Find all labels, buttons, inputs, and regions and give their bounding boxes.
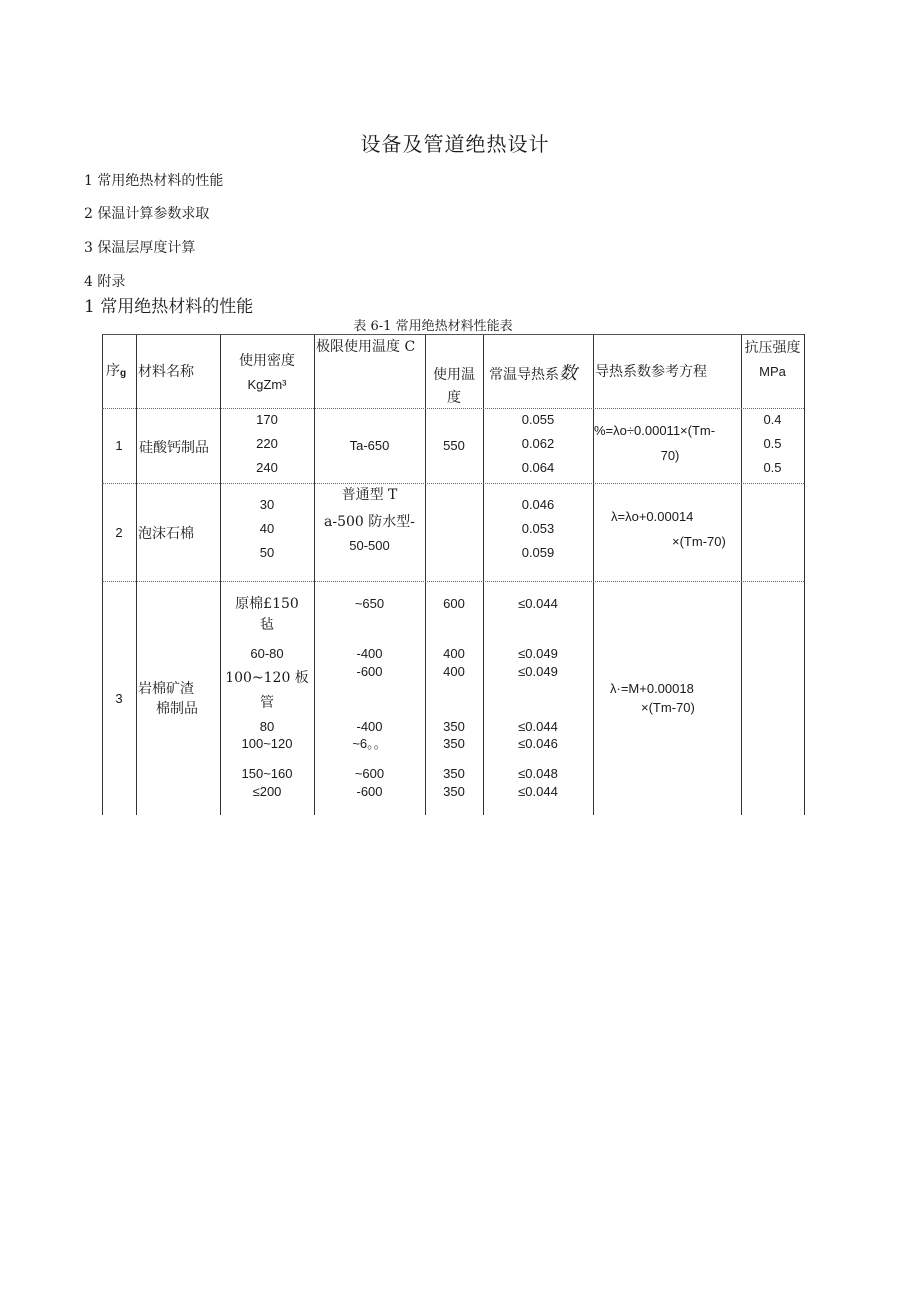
- table-divider-v: [136, 334, 137, 815]
- header-strength: 抗压强度: [744, 340, 801, 356]
- row1-conductivity-2: 0.062: [521, 436, 555, 451]
- header-limit-temp: 极限使用温度 C: [316, 339, 416, 355]
- row1-seq: 1: [115, 438, 123, 453]
- table-row-divider: [102, 483, 804, 484]
- row1-conductivity-1: 0.055: [521, 412, 555, 427]
- row3-density-item: 100~120: [241, 736, 293, 751]
- row3-conductivity: ≤0.048: [518, 766, 558, 781]
- row2-name: 泡沫石棉: [138, 526, 194, 542]
- row2-limit-temp-1: 普通型 T: [341, 487, 398, 503]
- row3-conductivity: ≤0.044: [518, 719, 558, 734]
- row1-density-3: 240: [256, 460, 278, 475]
- row3-limit-temp: -400: [356, 646, 383, 661]
- row3-use-temp: 350: [443, 784, 465, 799]
- header-seq: 序g: [106, 363, 127, 379]
- row3-equation-2: ×(Tm-70): [641, 700, 695, 715]
- row3-conductivity: ≤0.049: [518, 646, 558, 661]
- row1-name: 硅酸钙制品: [139, 440, 209, 456]
- row3-equation: λ·=M+0.00018: [610, 681, 694, 696]
- row3-name-2: 棉制品: [156, 701, 198, 717]
- header-seq-mark: g: [120, 368, 127, 379]
- row3-name: 岩棉矿渣: [138, 681, 194, 697]
- row2-seq: 2: [115, 525, 123, 540]
- row2-density-3: 50: [259, 545, 275, 560]
- row1-use-temp: 550: [443, 438, 465, 453]
- header-equation: 导热系数参考方程: [595, 364, 707, 380]
- row3-conductivity: ≤0.046: [518, 736, 558, 751]
- row1-density-1: 170: [256, 412, 278, 427]
- row3-density-item: 80: [259, 719, 275, 734]
- row3-limit-temp: ~6。。: [352, 736, 387, 751]
- row1-conductivity-3: 0.064: [521, 460, 555, 475]
- header-density: 使用密度: [239, 353, 295, 369]
- row2-conductivity-2: 0.053: [521, 521, 555, 536]
- table-border-left: [102, 334, 103, 815]
- row1-equation: %=λo÷0.00011×(Tm-: [594, 423, 716, 438]
- row2-density-2: 40: [259, 521, 275, 536]
- row3-density-item: 毡: [260, 617, 274, 633]
- header-use-temp-2: 度: [447, 390, 461, 406]
- table-row-divider: [102, 581, 804, 582]
- header-conductivity: 常温导热系数: [489, 363, 577, 384]
- toc-item-1: 1 常用绝热材料的性能: [84, 173, 224, 189]
- table-divider-v: [593, 334, 594, 815]
- row2-limit-temp-2: a-500 防水型-: [324, 514, 415, 530]
- toc-item-3: 3 保温层厚度计算: [84, 240, 196, 256]
- row2-conductivity-1: 0.046: [521, 497, 555, 512]
- table-row-divider: [102, 408, 804, 409]
- toc-item-4: 4 附录: [84, 274, 126, 290]
- row3-use-temp: 400: [443, 664, 465, 679]
- row3-density-item: 100~120 板: [225, 670, 309, 686]
- row3-use-temp: 350: [443, 736, 465, 751]
- row3-conductivity: ≤0.044: [518, 784, 558, 799]
- row3-limit-temp: -600: [356, 664, 383, 679]
- row1-limit-temp: Ta-650: [349, 438, 390, 453]
- row2-equation-2: ×(Tm-70): [672, 534, 726, 549]
- row3-density-item: 60-80: [250, 646, 284, 661]
- header-name: 材料名称: [138, 364, 194, 380]
- table-border-right: [804, 334, 805, 815]
- toc-item-2: 2 保温计算参数求取: [84, 206, 210, 222]
- row3-conductivity: ≤0.049: [518, 664, 558, 679]
- row1-density-2: 220: [256, 436, 278, 451]
- row3-use-temp: 600: [443, 596, 465, 611]
- table-divider-v: [741, 334, 742, 815]
- row1-strength-2: 0.5: [763, 436, 782, 451]
- row3-use-temp: 350: [443, 719, 465, 734]
- row3-density-item: 原棉£150: [235, 596, 299, 612]
- document-title: 设备及管道绝热设计: [360, 132, 550, 156]
- row3-use-temp: 350: [443, 766, 465, 781]
- section-heading: 1 常用绝热材料的性能: [84, 297, 254, 317]
- row3-density-item: ≤200: [252, 784, 282, 799]
- row3-density-item: 管: [260, 695, 274, 711]
- row2-conductivity-3: 0.059: [521, 545, 555, 560]
- row3-limit-temp: ~600: [354, 766, 385, 781]
- row3-limit-temp: -400: [356, 719, 383, 734]
- row1-strength-1: 0.4: [763, 412, 782, 427]
- row3-density-item: 150~160: [241, 766, 293, 781]
- row2-limit-temp-3: 50-500: [349, 538, 390, 553]
- row3-seq: 3: [115, 691, 123, 706]
- table-caption: 表 6-1 常用绝热材料性能表: [353, 319, 513, 334]
- row2-equation: λ=λo+0.00014: [611, 509, 694, 524]
- row3-limit-temp: ~650: [354, 596, 385, 611]
- row2-density-1: 30: [259, 497, 275, 512]
- header-strength-unit: MPa: [759, 364, 786, 379]
- row1-strength-3: 0.5: [763, 460, 782, 475]
- header-use-temp: 使用温: [433, 367, 475, 383]
- row3-limit-temp: -600: [356, 784, 383, 799]
- row1-equation-2: 70): [660, 448, 680, 463]
- table-border-top: [102, 334, 804, 335]
- header-density-unit: KgZm³: [247, 377, 287, 392]
- row3-use-temp: 400: [443, 646, 465, 661]
- row3-conductivity: ≤0.044: [518, 596, 558, 611]
